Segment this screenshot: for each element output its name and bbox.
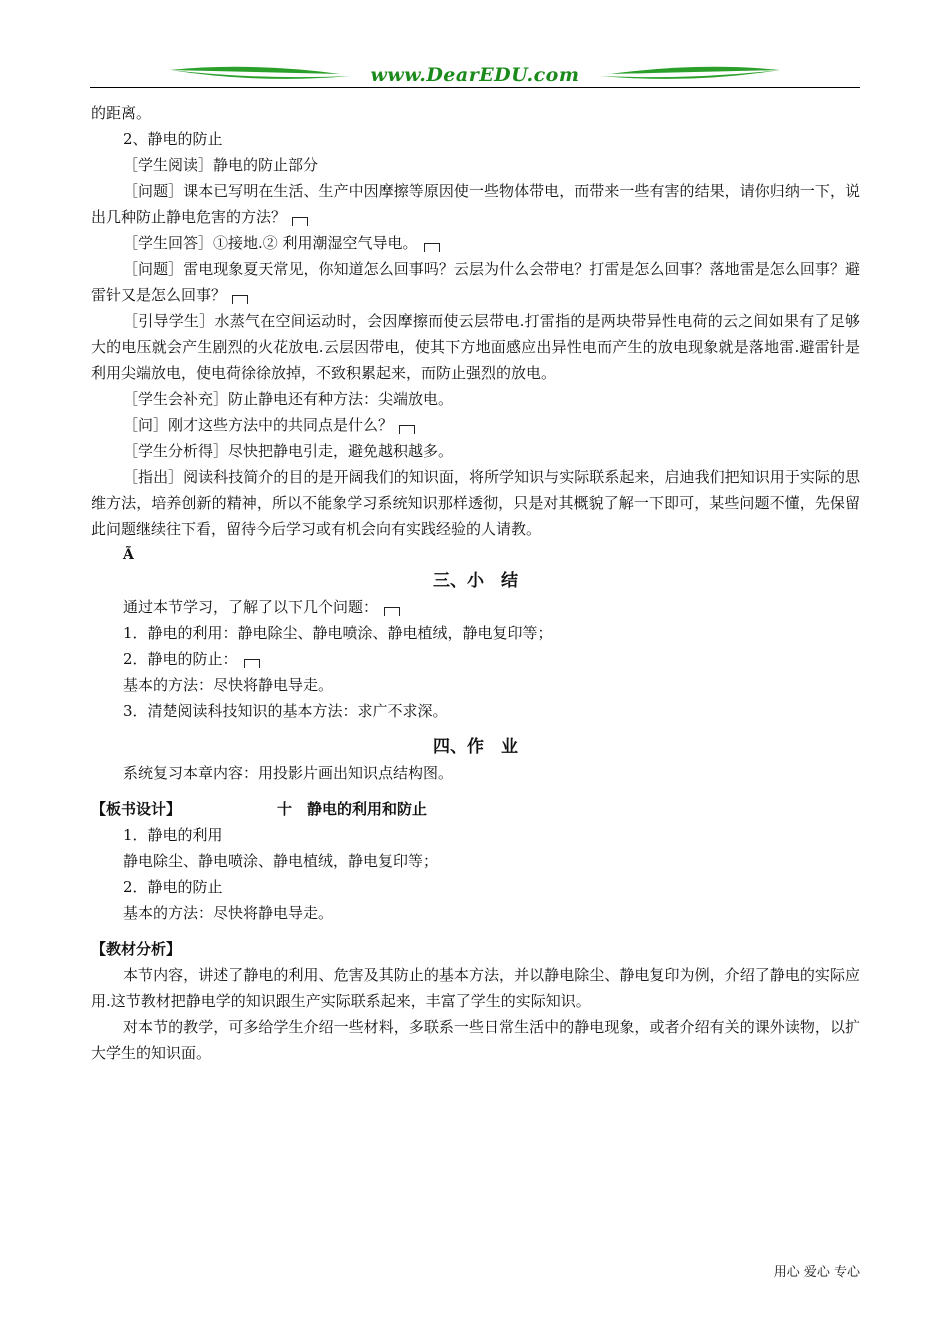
paragraph <box>91 178 860 230</box>
paragraph-text: ［问题］雷电现象夏天常见，你知道怎么回事吗？云层为什么会带电？打雷是怎么回事？落地雷是怎么回事？避雷针又是怎么回事？ <box>91 260 860 304</box>
list-item: 静电除尘、静电喷涂、静电植绒，静电复印等； <box>123 852 439 870</box>
header-banner <box>90 60 860 90</box>
paragraph-text: 2．静电的防止： <box>123 650 238 668</box>
paragraph-text: ［问］刚才这些方法中的共同点是什么？ <box>123 416 394 434</box>
list-item: 基本的方法：尽快将静电导走。 <box>123 904 334 922</box>
section-heading-summary: 三、小 结 <box>433 571 518 591</box>
paragraph: 对本节的教学，可多给学生介绍一些材料，多联系一些日常生活中的静电现象，或者介绍有关的课外读物，以扩大学生的知识面。 <box>91 1018 860 1062</box>
analysis-label: 【教材分析】 <box>91 940 182 958</box>
list-item: 基本的方法：尽快将静电导走。 <box>123 676 334 694</box>
list-item: 1．静电的利用：静电除尘、静电喷涂、静电植绒，静电复印等； <box>123 624 553 642</box>
paragraph-mark-icon <box>232 295 248 304</box>
paragraph: 系统复习本章内容：用投影片画出知识点结构图。 <box>123 764 454 782</box>
paragraph-mark-icon <box>244 659 260 668</box>
paragraph: ［引导学生］水蒸气在空间运动时，会因摩擦而使云层带电.打雷指的是两块带异性电荷的云之间如果有了足够大的电压就会产生剧烈的火花放电.云层因带电，使其下方地面感应出异性电而产生的放电现象就是落地雷.避雷针是利用尖端放电，使电荷徐徐放掉，不致积累起来，而防止强烈的放电。 <box>91 312 860 382</box>
paragraph: ［学生会补充］防止静电还有种方法：尖端放电。 <box>123 390 454 408</box>
paragraph: ［学生阅读］静电的防止部分 <box>123 156 319 174</box>
list-item: 1．静电的利用 <box>123 826 223 844</box>
paragraph-text: ［学生回答］①接地.② 利用潮湿空气导电。 <box>123 234 418 252</box>
site-logo-text: www.DearEDU.com <box>370 64 580 86</box>
header-rule <box>90 87 860 88</box>
paragraph-mark-icon <box>384 607 400 616</box>
board-design-title: 十 静电的利用和防止 <box>277 800 428 818</box>
paragraph: 本节内容，讲述了静电的利用、危害及其防止的基本方法，并以静电除尘、静电复印为例，介绍了静电的实际应用.这节教材把静电学的知识跟生产实际联系起来，丰富了学生的实际知识。 <box>91 966 860 1010</box>
list-item: 2．静电的防止 <box>123 878 223 896</box>
section-heading-homework: 四、作 业 <box>433 737 518 757</box>
paragraph: 的距离。 <box>91 104 152 122</box>
paragraph <box>91 230 860 256</box>
stray-symbol: Ã <box>123 547 134 563</box>
board-design-label: 【板书设计】 <box>91 800 182 818</box>
paragraph: ［学生分析得］尽快把静电引走，避免越积越多。 <box>123 442 454 460</box>
board-design-header <box>91 796 860 822</box>
footer-slogan: 用心 爱心 专心 <box>773 1265 860 1280</box>
document-body <box>91 100 860 1066</box>
paragraph <box>91 412 860 438</box>
paragraph-mark-icon <box>399 425 415 434</box>
paragraph-text: 通过本节学习，了解了以下几个问题： <box>123 598 379 616</box>
paragraph <box>91 594 860 620</box>
paragraph <box>91 256 860 308</box>
paragraph-text: ［问题］课本已写明在生活、生产中因摩擦等原因使一些物体带电，而带来一些有害的结果，请你归纳一下，说出几种防止静电危害的方法？ <box>91 182 860 226</box>
paragraph-mark-icon <box>424 243 440 252</box>
list-item <box>91 646 860 672</box>
paragraph-mark-icon <box>292 217 308 226</box>
list-item: 3．清楚阅读科技知识的基本方法：求广不求深。 <box>123 702 448 720</box>
paragraph: ［指出］阅读科技简介的目的是开阔我们的知识面，将所学知识与实际联系起来，启迪我们把知识用于实际的思维方法，培养创新的精神，所以不能象学习系统知识那样透彻，只是对其概貌了解一下即可，某些问题不懂，先保留此问题继续往下看，留待今后学习或有机会向有实践经验的人请教。 <box>91 468 860 538</box>
section-heading: 2、静电的防止 <box>123 130 223 148</box>
